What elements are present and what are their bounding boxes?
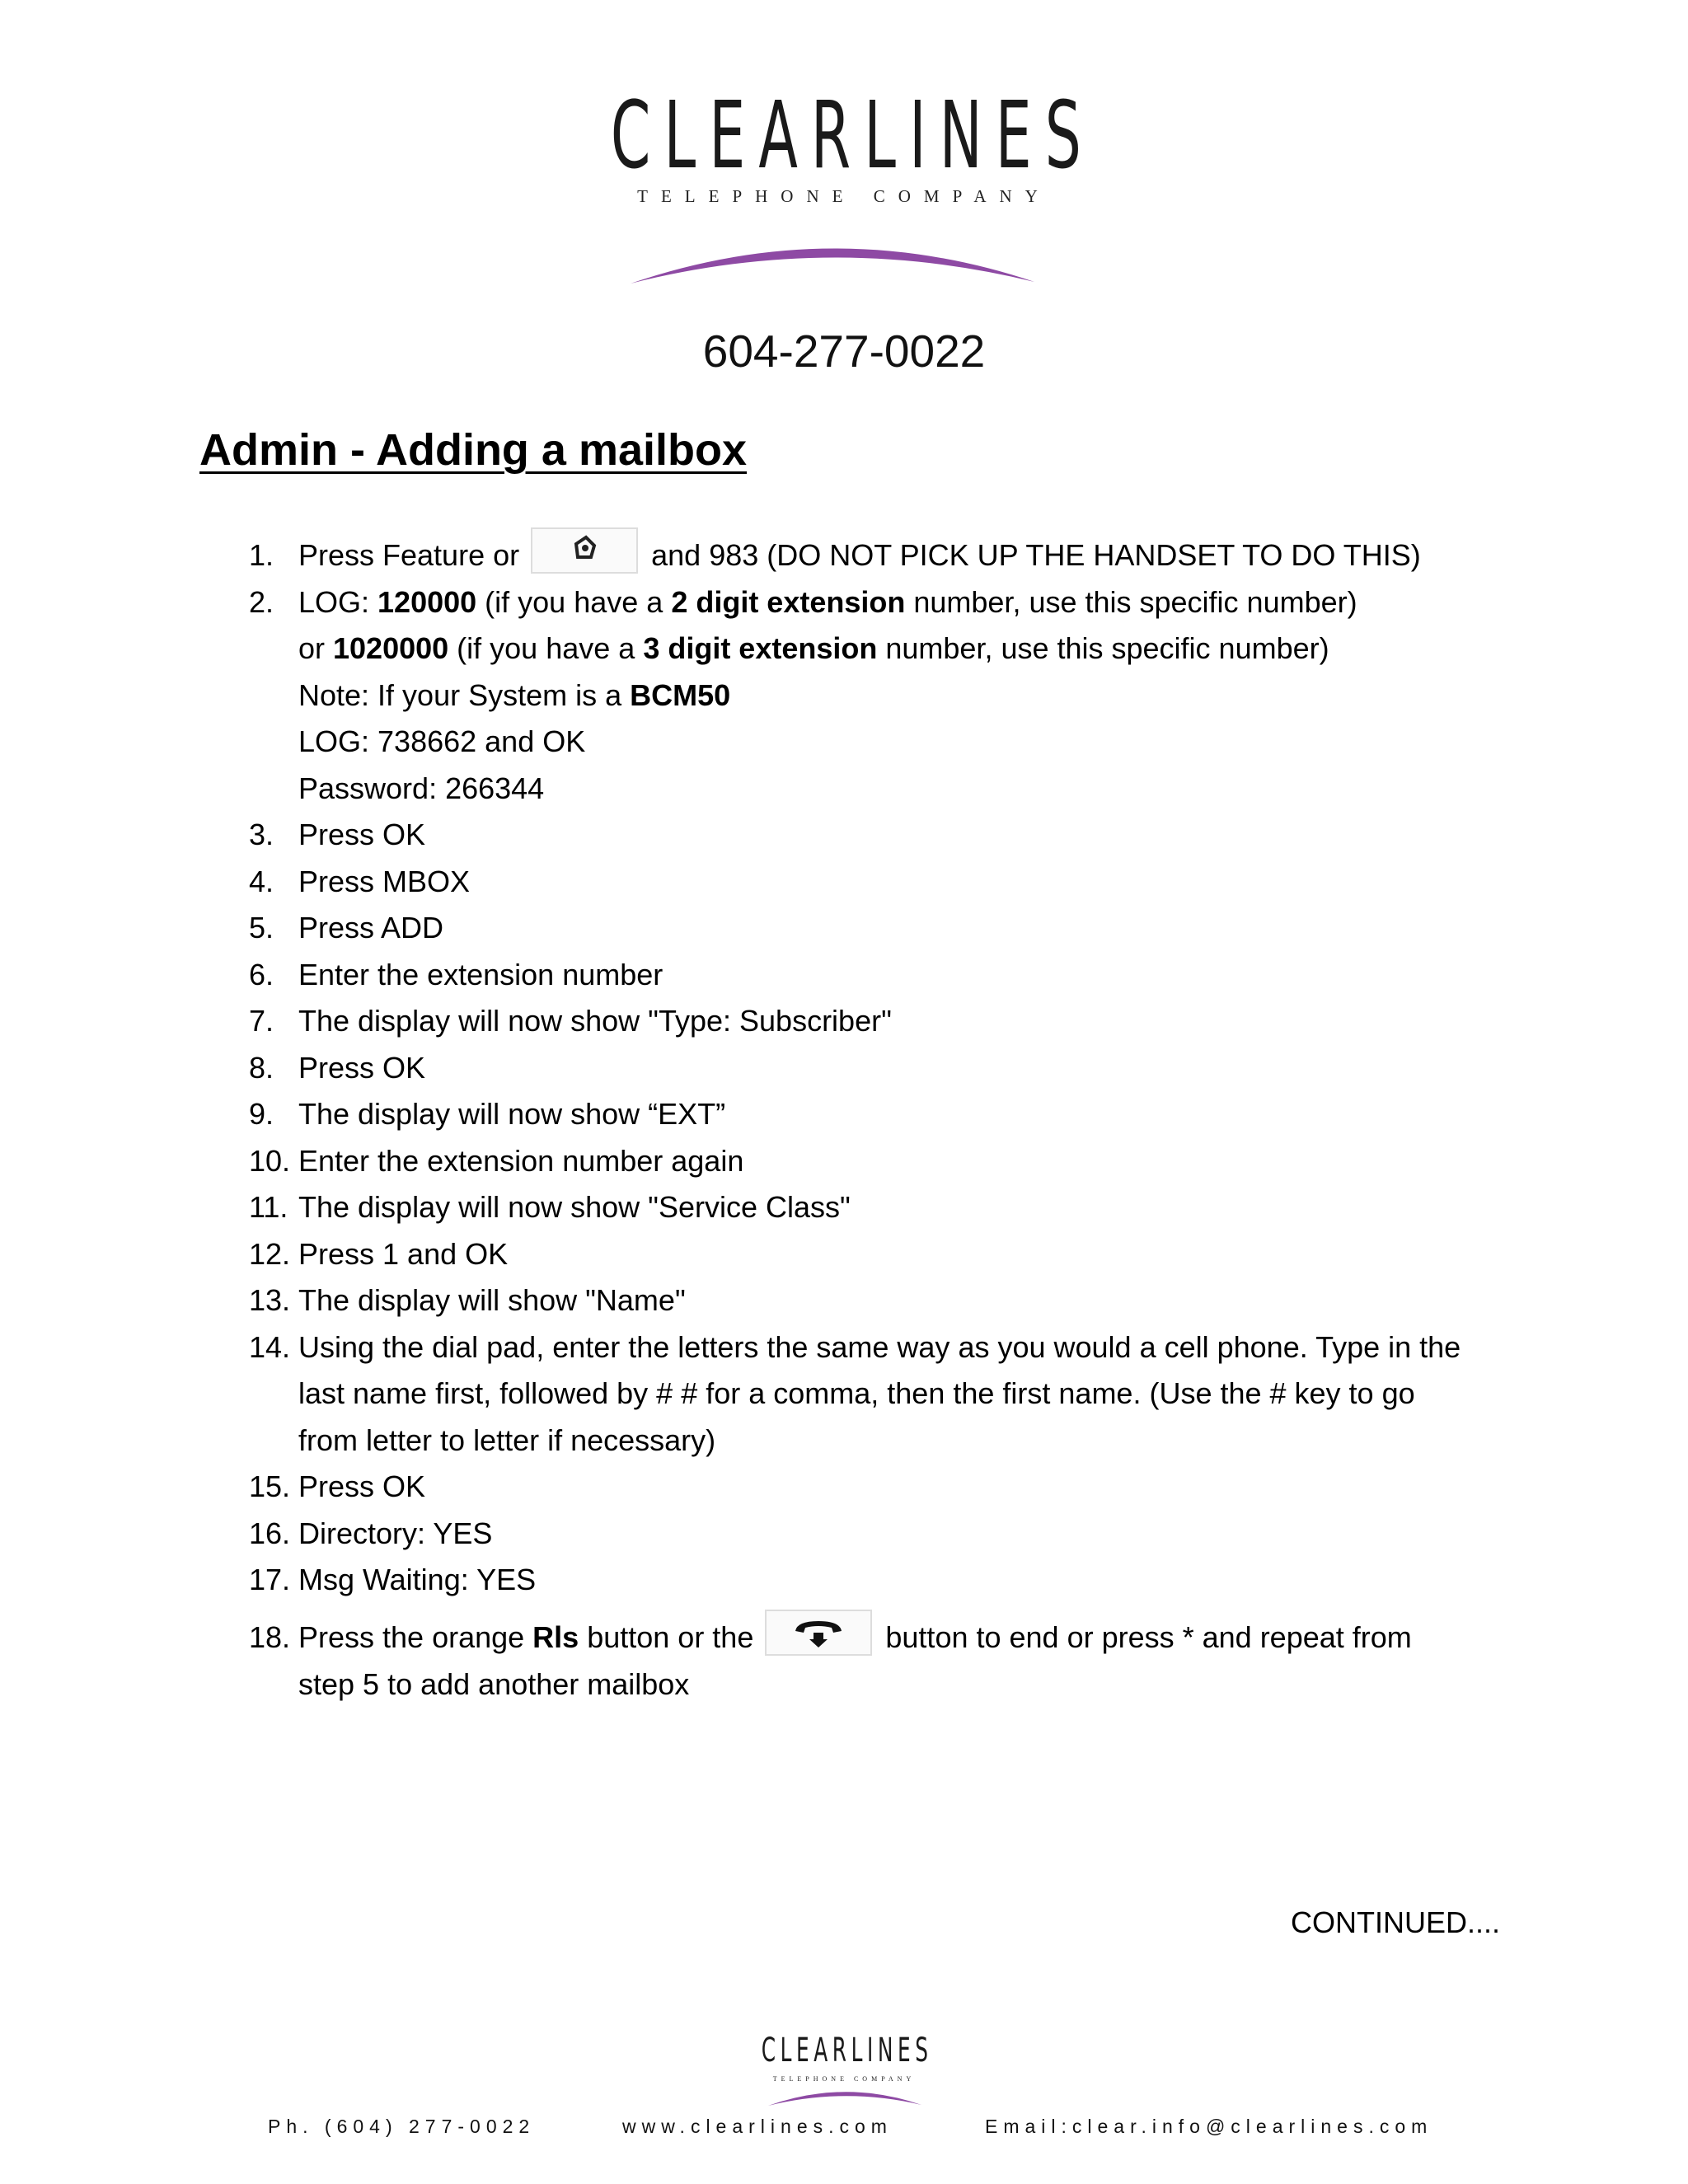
step-number: 4. [249,864,274,898]
list-item [0,1045,1688,1092]
step-text: Directory: YES [298,1516,493,1550]
emphasis: 2 digit extension [671,584,906,619]
step-number: 16. [249,1516,291,1550]
step-text: LOG: 738662 and OK [298,724,586,758]
logo-arc-icon [626,232,1039,290]
header-phone: 604-277-0022 [702,326,986,377]
list-item-continuation [0,1371,1688,1418]
list-item [0,532,1688,579]
system-name: BCM50 [630,677,731,712]
list-item [0,952,1688,999]
logo-tagline: TELEPHONE COMPANY [637,186,1051,206]
step-text: button or the [579,1620,754,1654]
step-text: Note: If your System is a [298,677,631,712]
list-item [0,1464,1688,1511]
step-text: and 983 (DO NOT PICK UP THE HANDSET TO DO THIS) [651,538,1421,572]
step-number: 13. [249,1283,291,1317]
log-code: 120000 [377,584,477,619]
list-item [0,905,1688,952]
step-text: Enter the extension number [298,957,663,991]
step-number: 10. [249,1143,291,1178]
step-text: The display will now show "Type: Subscriber" [298,1004,892,1038]
list-item [0,998,1688,1045]
step-text: Press Feature or [298,538,520,572]
list-item [0,1277,1688,1324]
step-text: button to end or press * and repeat from [885,1620,1412,1654]
list-item [0,812,1688,859]
logo-arc-icon [767,2085,923,2108]
step-number: 5. [249,911,274,944]
feature-key-icon [531,527,638,574]
page-title: Admin - Adding a mailbox [199,425,748,475]
footer-email[interactable]: Email:clear.info@clearlines.com [985,2116,1433,2137]
step-text: number, use this specific number) [905,584,1357,619]
step-text: number, use this specific number) [877,631,1329,665]
step-text: The display will show "Name" [298,1283,686,1317]
logo-wordmark: CLEARLINES [762,2032,933,2069]
list-item [0,1091,1688,1138]
step-number: 2. [249,584,274,619]
list-item [0,1615,1688,1661]
company-logo [0,82,1688,190]
list-item-continuation [0,673,1688,719]
step-number: 1. [249,538,274,572]
step-text: The display will now show "Service Class" [298,1190,851,1224]
list-item-continuation [0,719,1688,766]
step-text: Press OK [298,1469,426,1503]
step-number: 3. [249,818,274,851]
footer-phone: Ph. (604) 277-0022 [268,2116,536,2137]
footer-logo [0,2032,1688,2069]
logo-wordmark: CLEARLINES [610,82,1095,190]
step-text: Press OK [298,818,426,851]
list-item [0,859,1688,906]
step-number: 6. [249,957,274,991]
logo-tagline: TELEPHONE COMPANY [772,2075,916,2083]
step-text: from letter to letter if necessary) [298,1422,716,1457]
list-item-continuation [0,626,1688,673]
step-text: LOG: [298,584,378,619]
step-text: The display will now show “EXT” [298,1097,726,1131]
list-item [0,1557,1688,1615]
step-text: Press OK [298,1050,426,1085]
step-number: 14. [249,1329,291,1364]
step-number: 12. [249,1236,291,1271]
list-item [0,1184,1688,1231]
step-number: 15. [249,1469,291,1503]
rls-label: Rls [532,1620,579,1654]
list-item-continuation [0,766,1688,813]
list-item [0,1231,1688,1278]
step-text: or [298,631,334,665]
step-text: (if you have a [476,584,672,619]
step-text: Using the dial pad, enter the letters the same way as you would a cell phone. Type in the [298,1329,1461,1364]
step-number: 18. [249,1620,291,1654]
continued-label: CONTINUED.... [1291,1905,1501,1939]
list-item [0,579,1688,626]
list-item-continuation [0,1418,1688,1465]
step-text: step 5 to add another mailbox [298,1666,690,1701]
list-item [0,1138,1688,1185]
step-text: Enter the extension number again [298,1143,744,1178]
step-text: Press the orange [298,1620,533,1654]
step-text: Password: 266344 [298,771,545,805]
step-number: 11. [249,1190,288,1224]
step-number: 17. [249,1563,291,1596]
footer-website[interactable]: www.clearlines.com [622,2116,893,2137]
step-text: (if you have a [448,631,644,665]
list-item [0,1324,1688,1371]
step-text: last name first, followed by # # for a comma, then the first name. (Use the # key to go [298,1376,1415,1410]
list-item [0,1511,1688,1558]
emphasis: 3 digit extension [643,631,878,665]
step-list [0,532,1688,1708]
step-number: 8. [249,1050,274,1085]
step-number: 9. [249,1097,274,1131]
step-text: Press ADD [298,911,444,944]
step-text: Press MBOX [298,864,471,898]
release-handset-icon [765,1610,872,1656]
step-text: Msg Waiting: YES [298,1563,537,1596]
step-text: Press 1 and OK [298,1236,509,1271]
list-item-continuation [0,1661,1688,1708]
step-number: 7. [249,1004,274,1038]
log-code: 1020000 [333,631,449,665]
